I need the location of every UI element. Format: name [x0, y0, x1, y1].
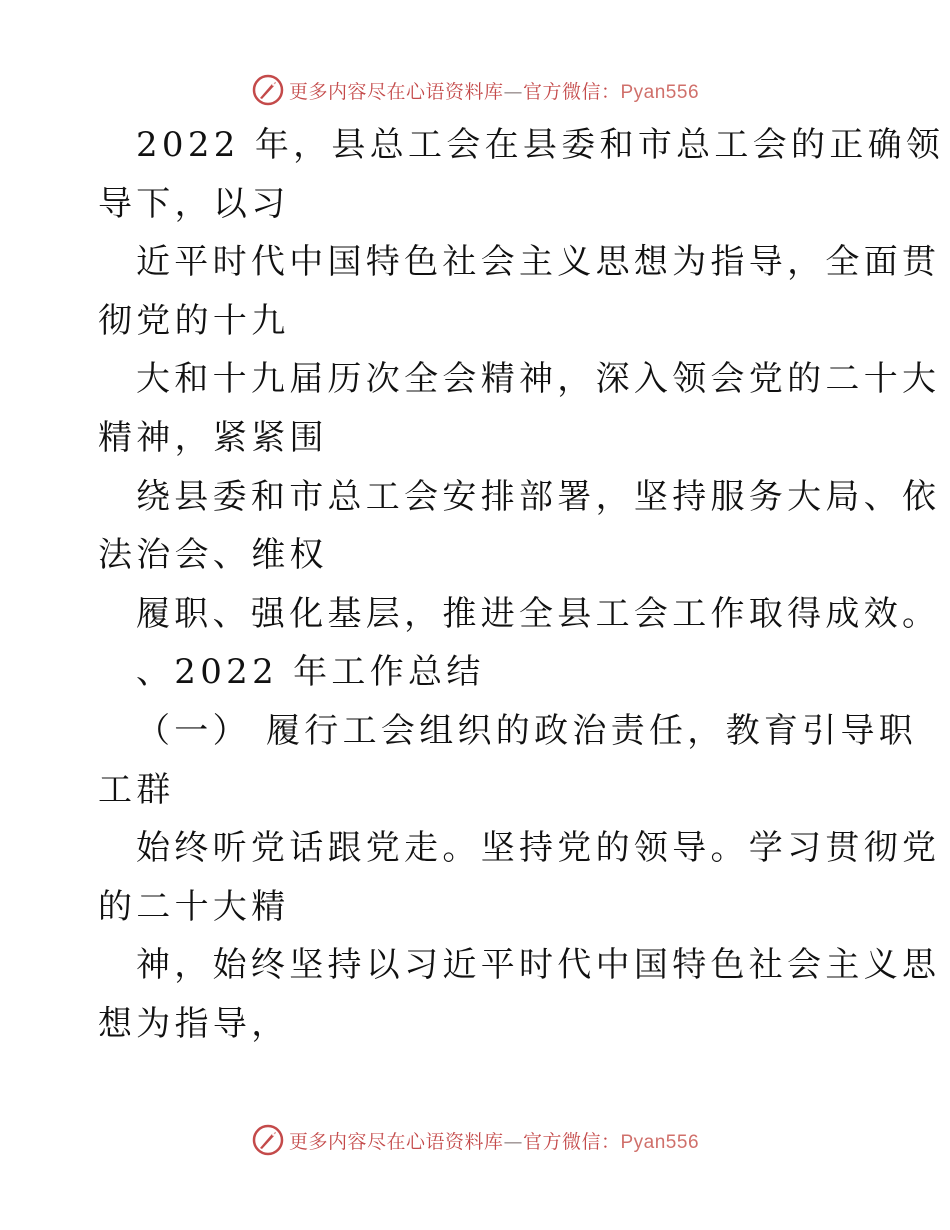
watermark-text: 更多内容尽在心语资料库—官方微信：Pyan556	[288, 80, 700, 103]
header-watermark	[0, 70, 950, 110]
watermark-text: 更多内容尽在心语资料库—官方微信：Pyan556	[288, 1130, 700, 1153]
text-line: 的二十大精	[98, 886, 290, 927]
text-line: 神，始终坚持以习近平时代中国特色社会主义思	[136, 945, 941, 986]
text-line: 近平时代中国特色社会主义思想为指导，全面贯	[136, 242, 941, 283]
text-line: 工群	[98, 769, 175, 810]
text-line: 绕县委和市总工会安排部署，坚持服务大局、依	[136, 476, 941, 517]
pen-nib-logo-icon	[251, 73, 285, 107]
text-line: 2022 年，县总工会在县委和市总工会的正确领	[136, 125, 945, 165]
text-line: 始终听党话跟党走。坚持党的领导。学习贯彻党	[136, 828, 941, 869]
text-line: 彻党的十九	[98, 300, 290, 341]
section-heading: 、2022 年工作总结	[136, 652, 485, 693]
text-line: 大和十九届历次全会精神，深入领会党的二十大	[136, 359, 941, 400]
text-line: 履职、强化基层，推进全县工会工作取得成效。	[136, 593, 941, 634]
document-body	[98, 116, 945, 1054]
footer-watermark	[0, 1120, 950, 1160]
text-line: 精神，紧紧围	[98, 417, 328, 458]
pen-nib-logo-icon	[251, 1123, 285, 1157]
text-line: 法治会、维权	[98, 535, 328, 576]
subsection-heading: （一） 履行工会组织的政治责任，教育引导职	[136, 710, 918, 751]
text-line: 想为指导，	[98, 1003, 290, 1044]
text-line: 导下，以习	[98, 183, 290, 224]
